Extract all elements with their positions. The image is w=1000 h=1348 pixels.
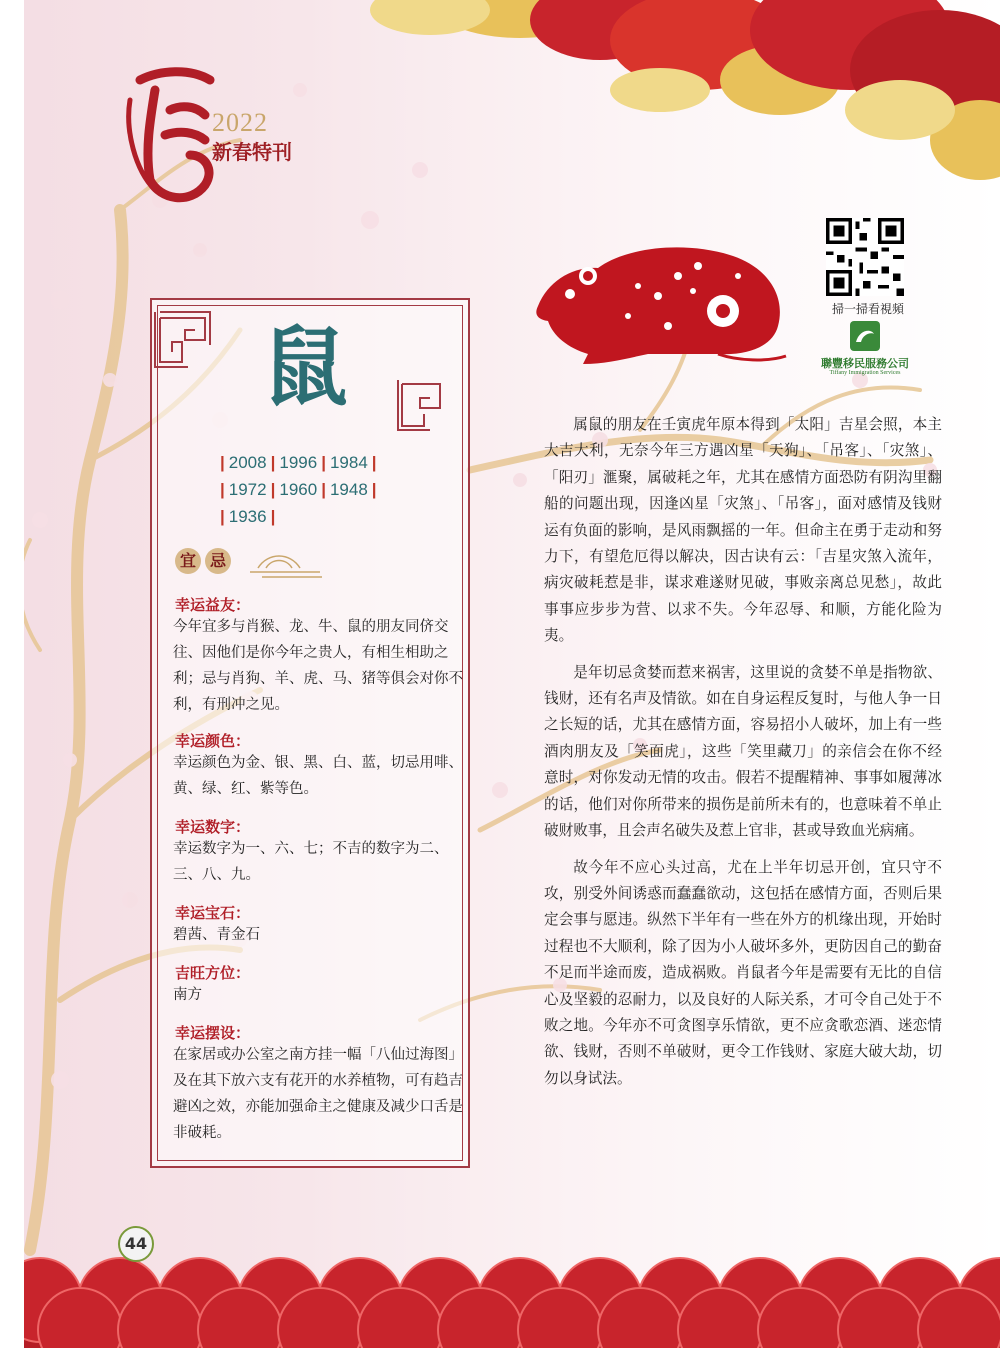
company-name: 聯豐移民服務公司 <box>821 357 909 370</box>
edition-year: 2022 <box>212 108 268 137</box>
year-value: 1996 <box>279 453 318 472</box>
rat-papercut-icon <box>528 236 790 368</box>
section-title-numbers: 幸运数字： <box>175 818 251 836</box>
yi-badge: 宜 <box>175 548 201 574</box>
section-body-decor: 在家居或办公室之南方挂一幅「八仙过海图」及在其下放六支有花开的水养植物，可有趋吉避凶之效，亦能加强命主之健康及减少口舌是非破耗。 <box>173 1047 463 1141</box>
year-value: 1960 <box>279 480 318 499</box>
company-logo-icon <box>849 320 881 352</box>
section-title-gems: 幸运宝石： <box>175 904 251 922</box>
article-paragraph: 故今年不应心头过高，尤在上半年切忌开创，宜只守不攻，别受外间诱惑而蠢蠢欲动，这包括在感情方面，否则后果定会事与愿违。纵然下半年有一些在外方的机缘出现，开始时过程也不大顺利，除了因为小人破坏多外，更防因自己的勤奋不足而半途而废，造成祸败。肖鼠者今年是需要有无比的自信心及坚毅的忍耐力，以及良好的人际关系，才可令自己处于不败之地。今年亦不可贪图享乐情欲，更不应贪歌恋酒、迷恋情欲、钱财，否则不单破财，更令工作钱财、家庭大破大劫，切勿以身试法。 <box>544 858 942 1087</box>
zodiac-years-row-1: | 2008 | 1996 | 1984 | <box>220 453 377 472</box>
page-number: 44 <box>118 1226 154 1262</box>
article-paragraph: 属鼠的朋友在壬寅虎年原本得到「太阳」吉星会照，本主大吉大利，无奈今年三方遇凶星「天狗」、「吊客」、「灾煞」、「阳刃」滙聚，属破耗之年，尤其在感情方面恐防有阴沟里翻船的问题出现，因逢凶星「灾煞」、「吊客」，面对感情及钱财运有负面的影响，是风雨飘摇的一年。但命主在勇于走动和努力下，有望危厄得以解决，因古诀有云：「吉星灾煞入流年，病灾破耗惹是非，谋求难遂财见破，事败亲离总见愁」，故此事事应步步为营、以求不失。今年忍辱、和顺，方能化险为夷。 <box>544 416 942 645</box>
zodiac-years-row-3: | 1936 | <box>220 507 276 526</box>
edition-title: 新春特刊 <box>212 140 292 164</box>
zodiac-years-row-2: | 1972 | 1960 | 1948 | <box>220 480 377 499</box>
top-clouds <box>370 0 1000 180</box>
section-body-colors: 幸运颜色为金、银、黑、白、蓝，切忌用啡、黄、绿、红、紫等色。 <box>173 755 463 797</box>
zodiac-character: 鼠 <box>262 317 348 418</box>
bottom-waves <box>0 1258 1000 1348</box>
company-name-english: Tiffany Immigration Services <box>829 370 901 376</box>
section-title-direction: 吉旺方位： <box>175 964 251 982</box>
section-title-friends: 幸运益友： <box>175 596 251 614</box>
year-value: 2008 <box>228 453 267 472</box>
section-body-direction: 南方 <box>173 987 202 1003</box>
section-body-gems: 碧茜、青金石 <box>173 927 260 943</box>
qr-code[interactable] <box>826 218 904 296</box>
year-value: 1948 <box>329 480 368 499</box>
year-value: 1972 <box>228 480 267 499</box>
section-body-friends: 今年宜多与肖猴、龙、牛、鼠的朋友同侪交往、因他们是你今年之贵人，有相生相助之利；忌与肖狗、羊、虎、马、猪等俱会对你不利，有刑冲之见。 <box>173 619 463 713</box>
year-value: 1936 <box>228 507 267 526</box>
section-body-numbers: 幸运数字为一、六、七；不吉的数字为二、三、八、九。 <box>173 841 449 883</box>
yi-ji-badges <box>175 548 235 578</box>
ji-badge: 忌 <box>205 548 231 574</box>
qr-caption: 掃一掃看視頻 <box>831 302 904 316</box>
article-paragraph: 是年切忌贪婪而惹来祸害，这里说的贪婪不单是指物欲、钱财，还有名声及情欲。如在自身运程反复时，与他人争一日之长短的话，尤其在感情方面，容易招小人破坏，加上有一些酒肉朋友及「笑面虎」，这些「笑里藏刀」的亲信会在你不经意时，对你发动无情的攻击。假若不提醒精神、事事如履薄冰的话，他们对你所带来的损伤是前所未有的，也意味着不单止破财败事，且会声名破失及惹上官非，甚或导致血光病痛。 <box>544 663 942 840</box>
year-value: 1984 <box>329 453 368 472</box>
page-margin <box>0 0 24 1348</box>
section-title-decor: 幸运摆设： <box>175 1024 251 1042</box>
section-title-colors: 幸运颜色： <box>175 732 251 750</box>
fortune-article <box>544 412 942 1102</box>
